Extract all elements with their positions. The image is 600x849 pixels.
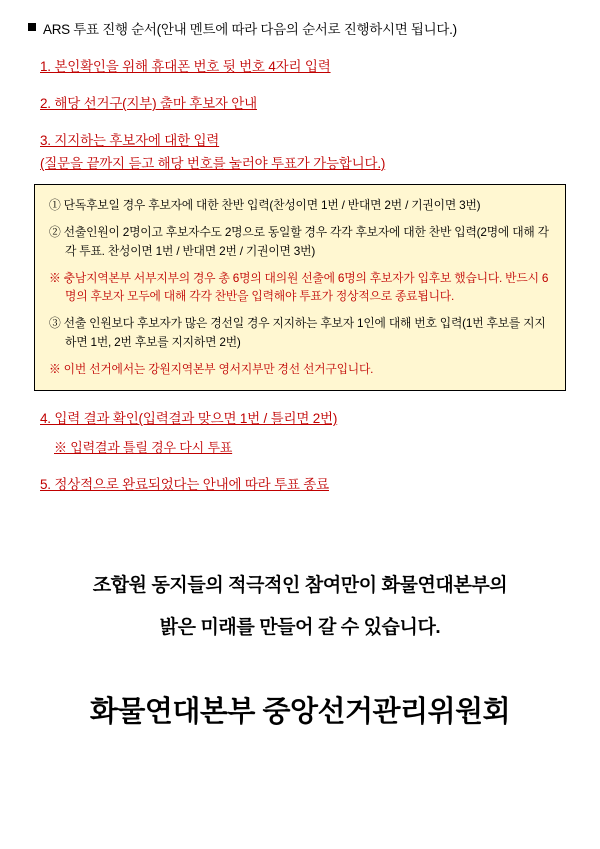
page-title [28,18,578,38]
vote-rule-line-3: ※ 충남지역본부 서부지부의 경우 총 6명의 대의원 선출에 6명의 후보자가 입후보 했습니다. 반드시 6명의 후보자 모두에 대해 각각 찬반을 입력해야 투표가 정상적으로 종료됩니다. [49,270,549,304]
vote-rule-line-1: ① 단독후보일 경우 후보자에 대한 찬반 입력(찬성이면 1번 / 반대면 2번 / 기권이면 3번) [49,198,481,212]
step-item-4-label: 4. 입력 결과 확인(입력결과 맞으면 1번 / 틀리면 2번) [40,411,338,427]
step-item-1-label: 1. 본인확인을 위해 휴대폰 번호 뒷 번호 4자리 입력 [40,59,331,74]
vote-rule-line-5: ※ 이번 선거에서는 강원지역본부 영서지부만 경선 선거구입니다. [49,361,374,376]
closing-slogan-line-1: 조합원 동지들의 적극적인 참여만이 화물연대본부의 [92,575,508,597]
closing-slogan [22,565,578,649]
step-item-2 [40,92,578,112]
step-item-4-note: ※ 입력결과 틀릴 경우 다시 투표 [54,440,233,456]
vote-rules-box [34,184,566,391]
square-bullet-icon [28,23,36,31]
step-item-5 [40,473,578,493]
vote-rule-line-4: ③ 선출 인원보다 후보자가 많은 경선일 경우 지지하는 후보자 1인에 대해 번호 입력(1번 후보를 지지하면 1번, 2번 후보를 지지하면 2번) [49,316,546,349]
page-title-text: ARS 투표 진행 순서(안내 멘트에 따라 다음의 순서로 진행하시면 됩니다.) [43,22,457,37]
step-item-4 [40,407,578,427]
step-item-3-label: 3. 지지하는 후보자에 대한 입력 [40,133,220,148]
step-item-2-label: 2. 해당 선거구(지부) 출마 후보자 안내 [40,96,257,111]
step-item-3 [40,129,578,149]
step-item-1 [40,55,578,75]
vote-rule-line-2: ② 선출인원이 2명이고 후보자수도 2명으로 동일할 경우 각각 후보자에 대한 찬반 입력(2명에 대해 각각 투표. 찬성이면 1번 / 반대면 2번 / 기권이면 3번) [49,225,549,258]
step-item-5-label: 5. 정상적으로 완료되었다는 안내에 따라 투표 종료 [40,477,329,493]
issuer-signature: 화물연대본부 중앙선거관리위원회 [89,695,511,728]
closing-slogan-line-2: 밝은 미래를 만들어 갈 수 있습니다. [159,617,441,639]
step-item-3-subnote: (질문을 끝까지 듣고 해당 번호를 눌러야 투표가 가능합니다.) [40,156,386,171]
